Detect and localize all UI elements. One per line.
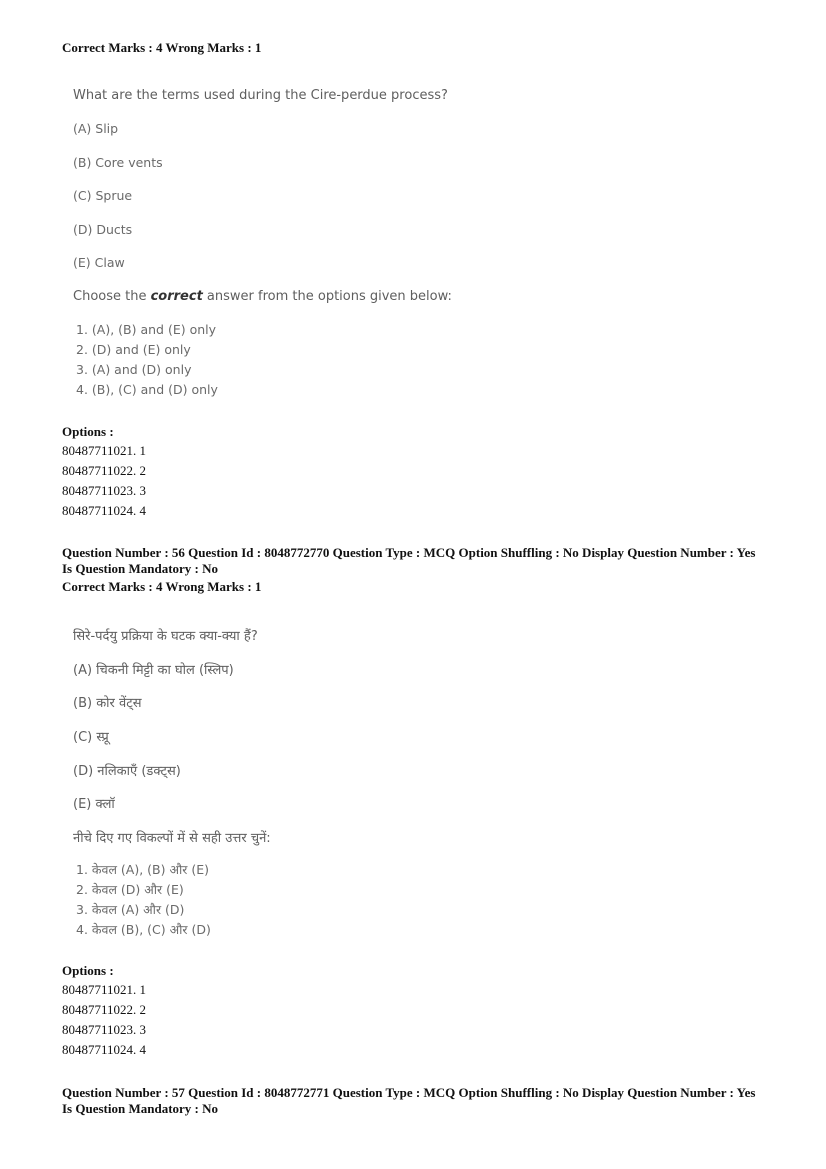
question-item: (C) Sprue [73,188,133,203]
answer-choice: 2. केवल (D) और (E) [76,882,184,897]
option-row: 80487711021. 1 [62,982,147,997]
option-row: 80487711022. 2 [62,463,147,478]
answer-choice: 2. (D) and (E) only [76,342,191,357]
choose-instruction: Choose the correct answer from the options given below: [73,289,452,304]
marks-line: Correct Marks : 4 Wrong Marks : 1 [62,40,262,55]
answer-choice: 4. केवल (B), (C) और (D) [76,922,211,937]
question-mandatory: Is Question Mandatory : No [62,561,219,576]
options-label: Options : [62,963,114,978]
question-text: सिरे-पर्दयु प्रक्रिया के घटक क्या-क्या हैं? [73,629,258,644]
marks-line: Correct Marks : 4 Wrong Marks : 1 [62,579,262,594]
question-item: (D) नलिकाएँ (डक्ट्स) [73,764,181,779]
option-row: 80487711023. 3 [62,483,147,498]
question-item: (E) क्लॉ [73,797,115,812]
choose-instruction: नीचे दिए गए विकल्पों में से सही उत्तर चुनें: [73,831,271,846]
question-item: (A) चिकनी मिट्टी का घोल (स्लिप) [73,663,234,678]
option-row: 80487711024. 4 [62,503,147,518]
question-header: Question Number : 56 Question Id : 8048772770 Question Type : MCQ Option Shuffling : No Display Question Number : Yes [62,545,756,560]
question-item: (B) कोर वेंट्स [73,696,142,711]
answer-choice: 3. केवल (A) और (D) [76,902,185,917]
question-item: (E) Claw [73,255,125,270]
question-item: (D) Ducts [73,222,133,237]
option-row: 80487711024. 4 [62,1042,147,1057]
question-item: (C) स्प्रू [73,730,109,745]
question-item: (B) Core vents [73,155,163,170]
options-label: Options : [62,424,114,439]
question-mandatory: Is Question Mandatory : No [62,1101,219,1116]
answer-choice: 3. (A) and (D) only [76,362,192,377]
question-text: What are the terms used during the Cire-perdue process? [73,88,448,103]
question-item: (A) Slip [73,121,119,136]
answer-choice: 4. (B), (C) and (D) only [76,382,218,397]
answer-choice: 1. (A), (B) and (E) only [76,322,217,337]
option-row: 80487711021. 1 [62,443,147,458]
question-header: Question Number : 57 Question Id : 8048772771 Question Type : MCQ Option Shuffling : No Display Question Number : Yes [62,1085,756,1100]
answer-choice: 1. केवल (A), (B) और (E) [76,862,209,877]
option-row: 80487711022. 2 [62,1002,147,1017]
option-row: 80487711023. 3 [62,1022,147,1037]
